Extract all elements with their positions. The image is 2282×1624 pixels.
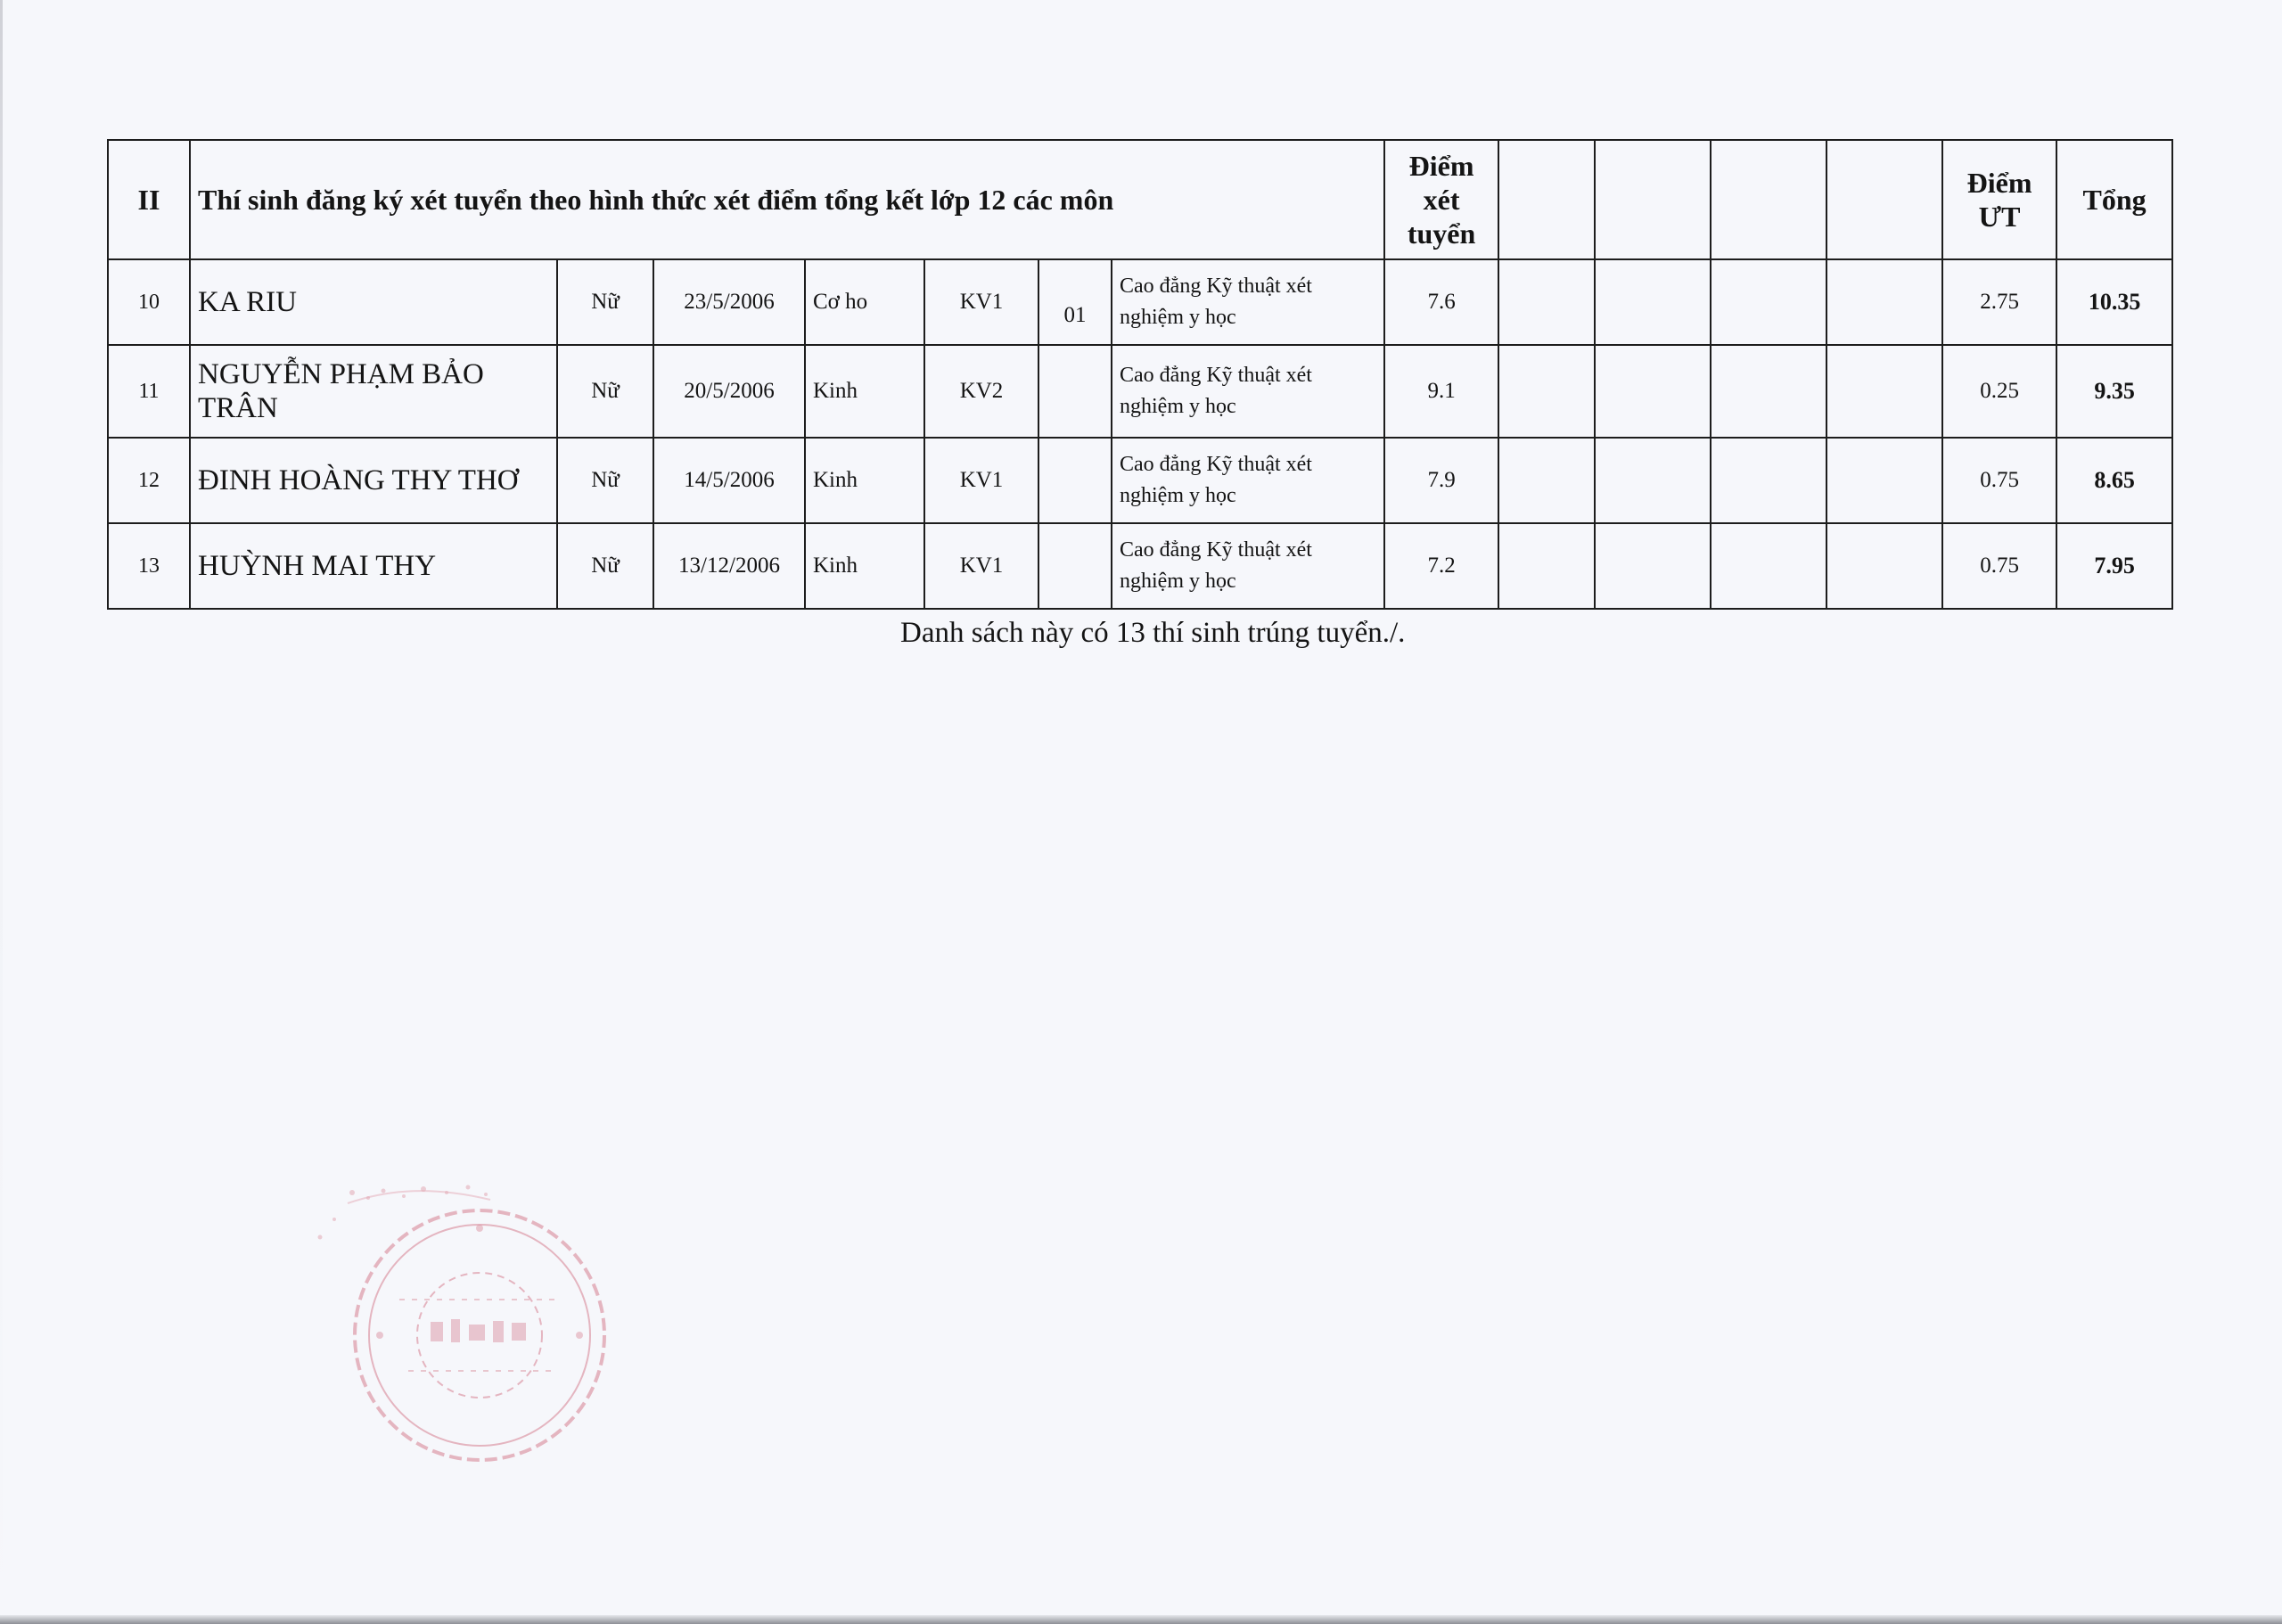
priority-score: 2.75 bbox=[1942, 259, 2056, 345]
program: Cao đẳng Kỹ thuật xét nghiệm y học bbox=[1112, 345, 1384, 438]
row-number: 11 bbox=[108, 345, 190, 438]
priority-score: 0.75 bbox=[1942, 523, 2056, 609]
priority-object bbox=[1038, 523, 1112, 609]
program: Cao đẳng Kỹ thuật xét nghiệm y học bbox=[1112, 523, 1384, 609]
priority-score: 0.25 bbox=[1942, 345, 2056, 438]
region: KV1 bbox=[924, 523, 1038, 609]
page-bottom-edge bbox=[0, 1615, 2282, 1624]
ethnicity: Kinh bbox=[805, 523, 924, 609]
table-row bbox=[108, 345, 2172, 438]
row-number: 13 bbox=[108, 523, 190, 609]
student-name: KA RIU bbox=[190, 259, 557, 345]
total-header: Tổng bbox=[2056, 140, 2172, 259]
official-seal-stamp bbox=[346, 1202, 613, 1469]
summary-note: Danh sách này có 13 thí sinh trúng tuyển./. bbox=[900, 617, 1406, 649]
empty-cell bbox=[1711, 259, 1826, 345]
empty-cell bbox=[1595, 438, 1711, 523]
gender: Nữ bbox=[557, 259, 653, 345]
empty-cell bbox=[1498, 523, 1595, 609]
priority-object bbox=[1038, 438, 1112, 523]
priority-score: 0.75 bbox=[1942, 438, 2056, 523]
empty-cell bbox=[1595, 345, 1711, 438]
gender: Nữ bbox=[557, 438, 653, 523]
section-number: II bbox=[108, 140, 190, 259]
empty-cell bbox=[1711, 345, 1826, 438]
empty-cell bbox=[1498, 259, 1595, 345]
date-of-birth: 20/5/2006 bbox=[653, 345, 805, 438]
empty-header-cell bbox=[1711, 140, 1826, 259]
row-number: 12 bbox=[108, 438, 190, 523]
date-of-birth: 23/5/2006 bbox=[653, 259, 805, 345]
empty-cell bbox=[1826, 345, 1942, 438]
section-title: Thí sinh đăng ký xét tuyển theo hình thức xét điểm tổng kết lớp 12 các môn bbox=[190, 140, 1384, 259]
total-score: 7.95 bbox=[2056, 523, 2172, 609]
empty-cell bbox=[1498, 345, 1595, 438]
empty-header-cell bbox=[1595, 140, 1711, 259]
table-row bbox=[108, 523, 2172, 609]
priority-object: 01 bbox=[1038, 259, 1112, 345]
admission-score: 7.9 bbox=[1384, 438, 1498, 523]
date-of-birth: 13/12/2006 bbox=[653, 523, 805, 609]
empty-header-cell bbox=[1498, 140, 1595, 259]
priority-score-header: Điểm ƯT bbox=[1942, 140, 2056, 259]
total-score: 10.35 bbox=[2056, 259, 2172, 345]
empty-cell bbox=[1826, 523, 1942, 609]
admission-score-header: Điểm xét tuyển bbox=[1384, 140, 1498, 259]
gender: Nữ bbox=[557, 345, 653, 438]
empty-cell bbox=[1826, 259, 1942, 345]
empty-cell bbox=[1711, 438, 1826, 523]
page-left-edge bbox=[0, 0, 3, 1624]
program: Cao đẳng Kỹ thuật xét nghiệm y học bbox=[1112, 438, 1384, 523]
program: Cao đẳng Kỹ thuật xét nghiệm y học bbox=[1112, 259, 1384, 345]
total-score: 8.65 bbox=[2056, 438, 2172, 523]
row-number: 10 bbox=[108, 259, 190, 345]
admission-score: 9.1 bbox=[1384, 345, 1498, 438]
gender: Nữ bbox=[557, 523, 653, 609]
region: KV1 bbox=[924, 438, 1038, 523]
empty-cell bbox=[1711, 523, 1826, 609]
student-name: HUỲNH MAI THY bbox=[190, 523, 557, 609]
total-score: 9.35 bbox=[2056, 345, 2172, 438]
empty-cell bbox=[1595, 259, 1711, 345]
table-row bbox=[108, 438, 2172, 523]
ethnicity: Kinh bbox=[805, 345, 924, 438]
table-row bbox=[108, 259, 2172, 345]
ethnicity: Cơ ho bbox=[805, 259, 924, 345]
region: KV2 bbox=[924, 345, 1038, 438]
date-of-birth: 14/5/2006 bbox=[653, 438, 805, 523]
empty-header-cell bbox=[1826, 140, 1942, 259]
ethnicity: Kinh bbox=[805, 438, 924, 523]
empty-cell bbox=[1595, 523, 1711, 609]
empty-cell bbox=[1498, 438, 1595, 523]
priority-object bbox=[1038, 345, 1112, 438]
section-header-row bbox=[108, 140, 2172, 259]
admission-results-table bbox=[107, 139, 2173, 610]
region: KV1 bbox=[924, 259, 1038, 345]
empty-cell bbox=[1826, 438, 1942, 523]
admission-score: 7.2 bbox=[1384, 523, 1498, 609]
student-name: ĐINH HOÀNG THY THƠ bbox=[190, 438, 557, 523]
admission-score: 7.6 bbox=[1384, 259, 1498, 345]
student-name: NGUYỄN PHẠM BẢO TRÂN bbox=[190, 345, 557, 438]
